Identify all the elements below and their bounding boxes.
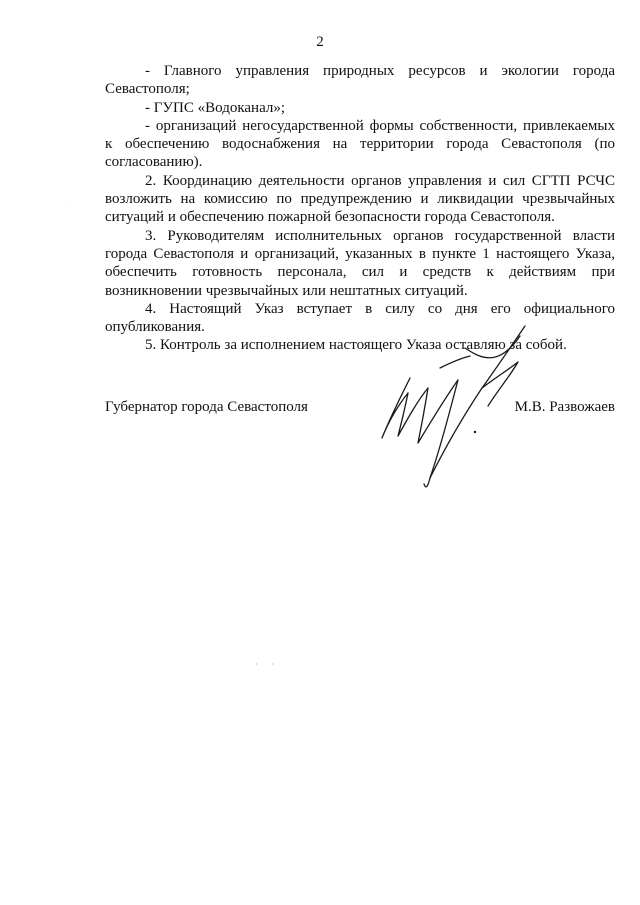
paragraph-5-control: 5. Контроль за исполнением настоящего Указа оставляю за собой.: [145, 337, 567, 354]
signatory-title: Губернатор города Севастополя: [105, 399, 308, 415]
decree-body: [105, 62, 615, 355]
page-number: 2: [316, 34, 324, 50]
handwritten-signature: [370, 318, 550, 498]
scan-specks: · ·: [255, 660, 281, 669]
paragraph-4-effective-date: 4. Настоящий Указ вступает в силу со дня его официального опубликования.: [105, 300, 615, 336]
paragraph-2-coordination: 2. Координацию деятельности органов управления и сил СГТП РСЧС возложить на комиссию по предупреждению и ликвидации чрезвычайных ситуаций и обеспечению пожарной безопасности города Севастополя.: [105, 172, 615, 226]
list-item-private-organizations: - организаций негосударственной формы собственности, привлекаемых к обеспечению водоснабжения на территории города Севастополя (по согласованию).: [105, 117, 615, 171]
list-item-nature-resources: - Главного управления природных ресурсов и экологии города Севастополя;: [105, 63, 615, 98]
signatory-name: М.В. Развожаев: [514, 399, 615, 415]
scan-speck: ·: [66, 200, 68, 206]
paragraph-3-readiness: 3. Руководителям исполнительных органов государственной власти города Севастополя и организаций, указанных в пункте 1 настоящего Указа, обеспечить готовность персонала, сил и средств к действиям при возникновении чрезвычайных или нештатных ситуаций.: [105, 227, 615, 299]
list-item-vodokanal: - ГУПС «Водоканал»;: [145, 99, 286, 116]
